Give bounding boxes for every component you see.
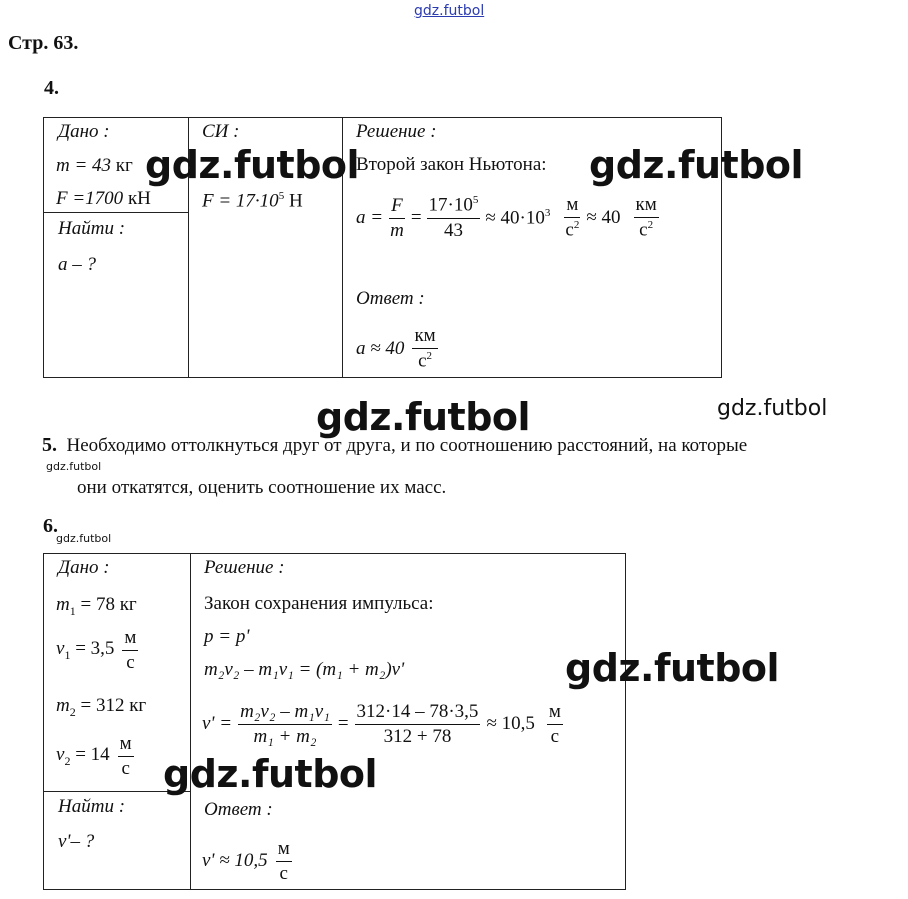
task6-v2-unit-den: с xyxy=(121,757,130,779)
task6-given-m2 xyxy=(56,695,146,720)
task6-m1-symbol: m xyxy=(56,594,70,615)
task6-eq3-frac2-den: 312 + 78 xyxy=(383,725,452,747)
task4-given-title: Дано : xyxy=(58,121,110,142)
task4-number: 4. xyxy=(44,77,59,99)
watermark-2: gdz.futbol xyxy=(589,143,804,187)
task6-divider xyxy=(190,553,191,890)
task6-number: 6. xyxy=(43,515,58,537)
task6-eq1: p = p' xyxy=(204,626,250,647)
task6-answer xyxy=(202,834,292,888)
task6-v1-unit-num: м xyxy=(122,628,138,651)
task4-approx1-exp: 3 xyxy=(544,206,551,219)
task6-given-title: Дано : xyxy=(58,557,110,578)
task6-given-v2 xyxy=(56,734,134,779)
task6-eq3-frac1-num: m₂v₂ – m₁v₁ xyxy=(238,702,332,725)
task4-unit1-den-text: с xyxy=(565,219,574,241)
task4-answer xyxy=(356,322,438,376)
watermark-5: gdz.futbol xyxy=(46,460,102,473)
task6-eq3-frac2-num: 312·14 – 78·3,5 xyxy=(355,702,481,725)
task6-eq3-eq: = xyxy=(337,713,349,734)
task4-frac1-num: F xyxy=(389,196,405,219)
task4-answer-value: a ≈ 40 xyxy=(356,338,405,359)
task4-solution-title: Решение : xyxy=(356,121,437,142)
task6-v1-unit xyxy=(122,628,138,673)
task4-answer-unit-den-text: с xyxy=(418,350,427,372)
task6-v2-value: = 14 xyxy=(75,744,110,766)
task6-v2-unit-num: м xyxy=(118,734,134,757)
task4-si-unit: Н xyxy=(288,190,303,212)
watermark-6: gdz.futbol xyxy=(56,532,112,545)
task4-approx1-text: ≈ 40·10 xyxy=(485,207,545,229)
task6-eq3-unit-den: с xyxy=(550,725,560,747)
task4-si-value xyxy=(202,190,303,212)
task4-find-value: a – ? xyxy=(58,254,96,275)
task6-eq3-unit-num: м xyxy=(547,702,563,725)
task6-solution-title: Решение : xyxy=(204,557,285,578)
task6-answer-unit-num: м xyxy=(276,839,292,862)
task5-text1: Необходимо оттолкнуться друг от друга, и по соотношению расстояний, на которые xyxy=(66,435,748,456)
task4-unit1-den-exp: 2 xyxy=(573,219,580,232)
task6-m1-sub: 1 xyxy=(69,603,76,618)
task4-law: Второй закон Ньютона: xyxy=(356,154,547,175)
page-header: Стр. 63. xyxy=(8,32,79,54)
task6-eq3-approx: ≈ 10,5 xyxy=(486,713,535,734)
task4-frac2-den: 43 xyxy=(443,219,463,241)
task4-unit1 xyxy=(563,195,581,240)
task4-si-title: СИ : xyxy=(202,121,240,142)
task6-v1-symbol: v xyxy=(56,638,65,660)
task4-given-force xyxy=(56,188,151,210)
task4-si-expr: F = 17·10 xyxy=(202,190,279,212)
task6-eq3-frac2 xyxy=(355,702,481,747)
task6-find-title: Найти : xyxy=(58,796,126,817)
task6-m2-value: = 312 кг xyxy=(80,695,147,716)
task4-given-divider xyxy=(43,212,189,213)
task4-frac-values xyxy=(427,195,481,240)
task4-answer-unit-den xyxy=(416,349,434,371)
task4-frac2-num xyxy=(427,195,481,218)
task4-find-title: Найти : xyxy=(58,218,126,239)
task4-frac1-den: m xyxy=(390,219,404,241)
watermark-1: gdz.futbol xyxy=(145,143,360,187)
task6-law: Закон сохранения импульса: xyxy=(204,593,434,614)
task6-given-m1 xyxy=(56,594,137,619)
task6-answer-value: v' ≈ 10,5 xyxy=(202,850,268,871)
task5-line1 xyxy=(42,434,747,457)
task6-m1-value: = 78 кг xyxy=(80,594,137,615)
task4-unit2-den xyxy=(637,218,655,240)
task4-unit1-den xyxy=(563,218,581,240)
task4-answer-unit xyxy=(412,326,437,371)
task4-answer-title: Ответ : xyxy=(356,288,425,309)
task4-unit2 xyxy=(634,195,659,240)
task6-eq2: m₂v₂ – m₁v₁ = (m₁ + m₂)v' xyxy=(204,659,405,680)
task4-eq-a: a = xyxy=(356,207,384,228)
watermark-top[interactable]: gdz.futbol xyxy=(414,3,485,19)
task4-answer-unit-num: км xyxy=(412,326,437,349)
task6-eq3-unit xyxy=(547,702,563,747)
task4-unit2-num: км xyxy=(634,195,659,218)
task6-v2-sub: 2 xyxy=(64,753,71,768)
task4-force-label: F =1700 xyxy=(56,188,124,209)
task4-main-equation xyxy=(356,188,659,248)
task6-m2-sub: 2 xyxy=(69,704,76,719)
task6-eq3-frac1 xyxy=(238,702,332,747)
task4-si-exp: 5 xyxy=(278,190,285,202)
task4-force-unit: кН xyxy=(127,188,151,209)
task6-eq3-lhs: v' = xyxy=(202,713,233,734)
task4-given-mass xyxy=(56,155,133,177)
watermark-8: gdz.futbol xyxy=(163,752,378,796)
task6-find-value: v'– ? xyxy=(58,831,95,852)
task5-line2: они откатятся, оценить соотношение их масс. xyxy=(77,477,447,498)
task6-m2-symbol: m xyxy=(56,695,70,716)
task6-v2-symbol: v xyxy=(56,744,65,766)
task6-answer-title: Ответ : xyxy=(204,799,273,820)
task4-unit1-num: м xyxy=(564,195,580,218)
task6-eq3-frac1-den: m₁ + m₂ xyxy=(253,725,317,747)
task6-v1-unit-den: с xyxy=(126,651,135,673)
task5-number: 5. xyxy=(42,434,57,456)
task4-approx1 xyxy=(485,207,550,229)
task4-unit2-den-exp: 2 xyxy=(647,219,654,232)
task4-frac2-num-exp: 5 xyxy=(472,194,479,207)
task6-v1-value: = 3,5 xyxy=(75,638,115,660)
task4-mass-unit: кг xyxy=(115,155,133,176)
task6-given-v1 xyxy=(56,628,138,673)
task4-frac2-num-text: 17·10 xyxy=(428,194,473,216)
task6-answer-unit-den: с xyxy=(279,862,288,884)
task6-answer-unit xyxy=(276,839,292,884)
task6-eq3 xyxy=(202,694,563,754)
watermark-3: gdz.futbol xyxy=(316,395,531,439)
task4-answer-unit-den-exp: 2 xyxy=(426,350,433,363)
task4-unit2-den-text: с xyxy=(639,219,648,241)
task4-mass-label: m = 43 xyxy=(56,155,112,176)
task6-v1-sub: 1 xyxy=(64,647,71,662)
task4-frac-f-over-m xyxy=(388,196,406,241)
task4-approx2: ≈ 40 xyxy=(586,207,621,228)
watermark-7: gdz.futbol xyxy=(565,646,780,690)
task6-v2-unit xyxy=(118,734,134,779)
task4-eq-sign: = xyxy=(410,207,422,228)
watermark-4: gdz.futbol xyxy=(717,396,828,421)
